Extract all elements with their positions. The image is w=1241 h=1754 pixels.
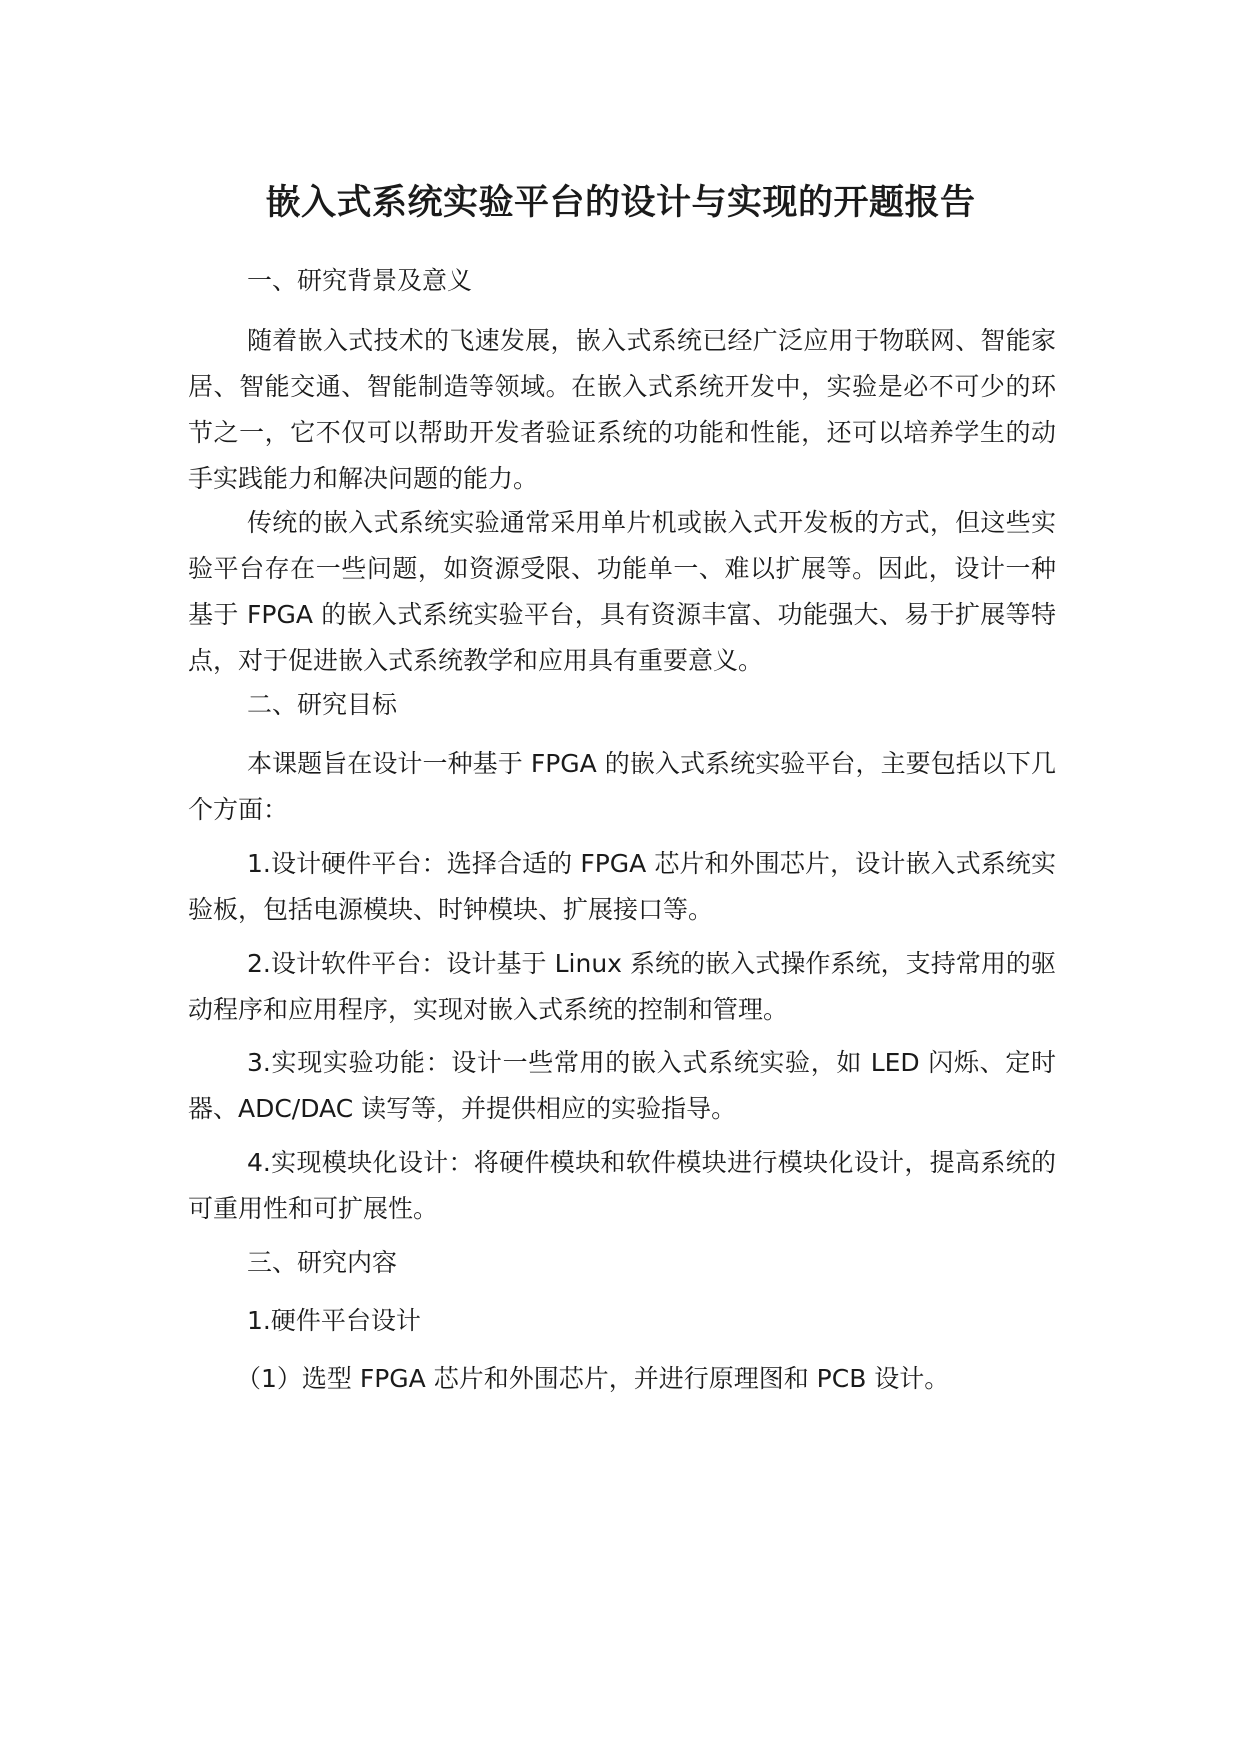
section-1-paragraph-1: 随着嵌入式技术的飞速发展，嵌入式系统已经广泛应用于物联网、智能家居、智能交通、智能制造等领域。在嵌入式系统开发中，实验是必不可少的环节之一，它不仅可以帮助开发者验证系统的功能和性能，还可以培养学生的动手实践能力和解决问题的能力。 xyxy=(188,326,1056,493)
section-2-item-2: 2.设计软件平台：设计基于 Linux 系统的嵌入式操作系统，支持常用的驱动程序和应用程序，实现对嵌入式系统的控制和管理。 xyxy=(188,949,1056,1024)
section-1-paragraph-2: 传统的嵌入式系统实验通常采用单片机或嵌入式开发板的方式，但这些实验平台存在一些问题，如资源受限、功能单一、难以扩展等。因此，设计一种基于 FPGA 的嵌入式系统实验平台，具有资源丰富、功能强大、易于扩展等特点，对于促进嵌入式系统教学和应用具有重要意义。 xyxy=(188,508,1056,675)
section-3-heading: 三、研究内容 xyxy=(247,1248,398,1277)
section-3-subitem-1: （1）选型 FPGA 芯片和外围芯片，并进行原理图和 PCB 设计。 xyxy=(236,1364,950,1393)
section-2-item-1: 1.设计硬件平台：选择合适的 FPGA 芯片和外围芯片，设计嵌入式系统实验板，包括电源模块、时钟模块、扩展接口等。 xyxy=(188,849,1056,924)
section-2-item-4: 4.实现模块化设计：将硬件模块和软件模块进行模块化设计，提高系统的可重用性和可扩展性。 xyxy=(188,1148,1056,1223)
section-3-subheading-1: 1.硬件平台设计 xyxy=(247,1306,421,1335)
section-1-heading: 一、研究背景及意义 xyxy=(247,266,473,295)
section-2-intro: 本课题旨在设计一种基于 FPGA 的嵌入式系统实验平台，主要包括以下几个方面： xyxy=(188,749,1056,824)
section-2-item-3: 3.实现实验功能：设计一些常用的嵌入式系统实验，如 LED 闪烁、定时器、ADC/DAC 读写等，并提供相应的实验指导。 xyxy=(188,1048,1056,1123)
document-title: 嵌入式系统实验平台的设计与实现的开题报告 xyxy=(265,183,976,223)
section-2-heading: 二、研究目标 xyxy=(247,690,398,719)
